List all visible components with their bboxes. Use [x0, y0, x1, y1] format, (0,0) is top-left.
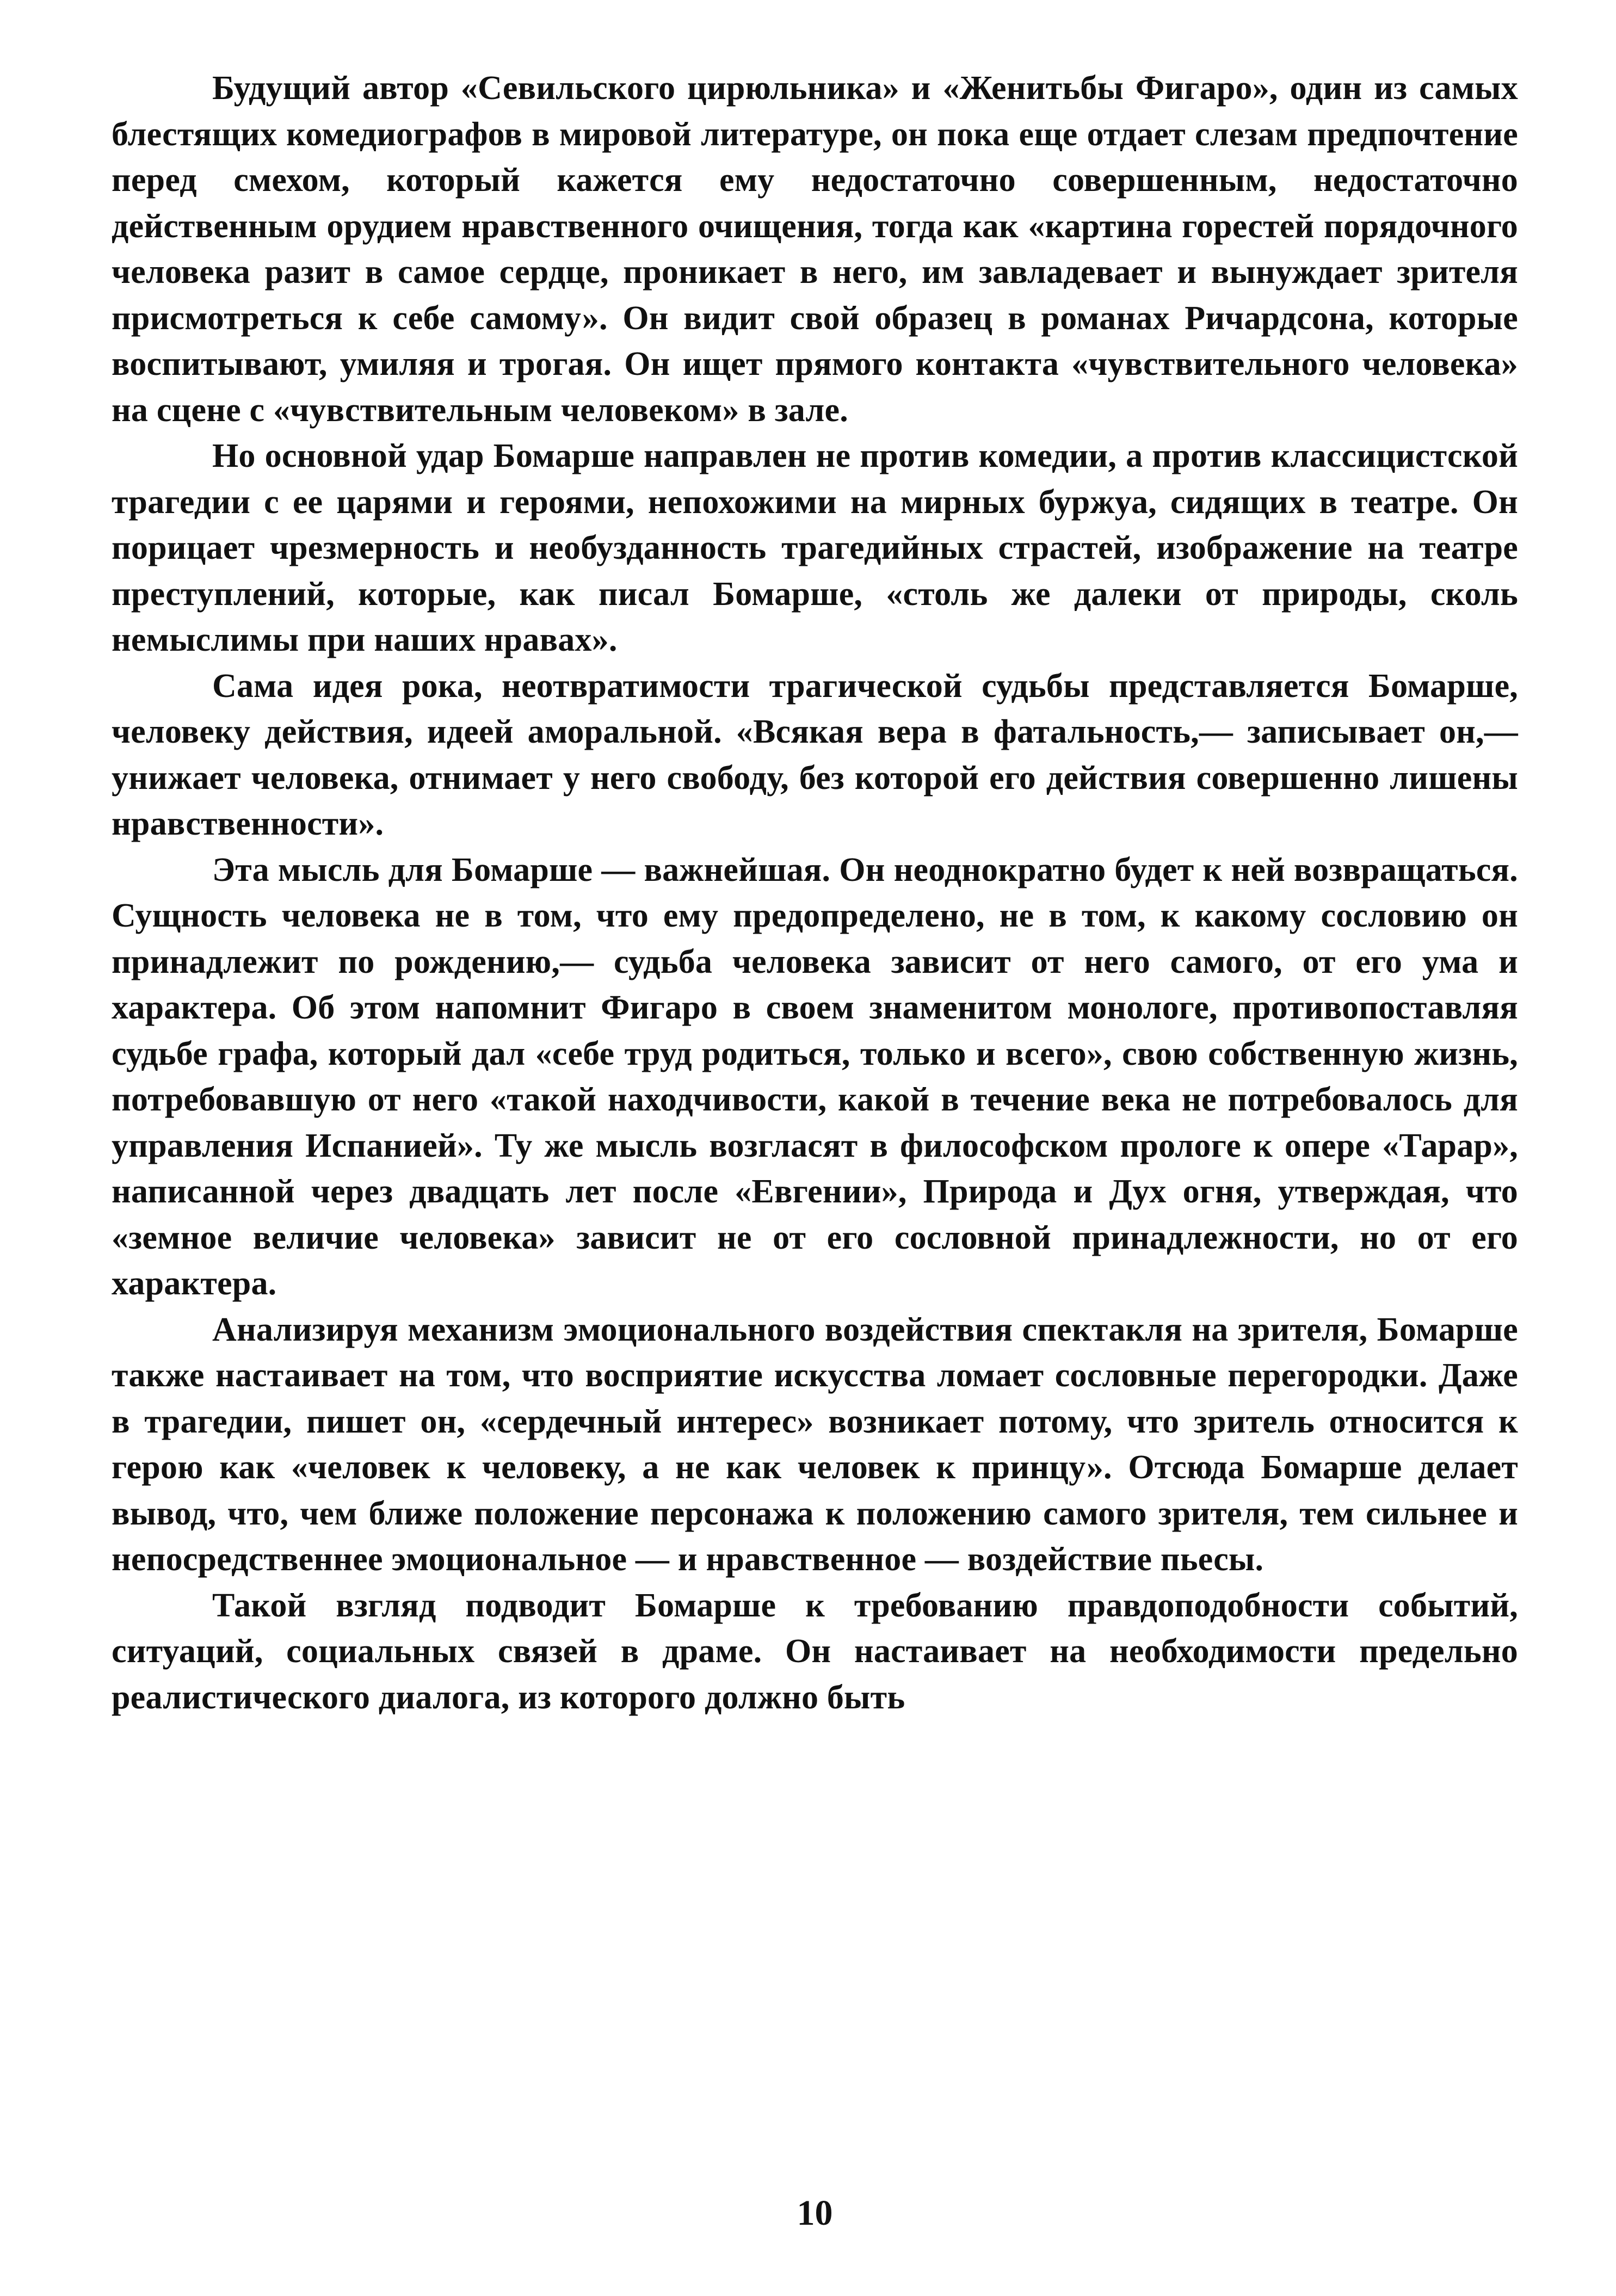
paragraph-4: Эта мысль для Бомарше — важнейшая. Он неоднократно будет к ней возвращаться. Сущность человека не в том, что ему предопределено, не в том, к какому сословию он принадлежит по рождению,— судьба человека зависит от него самого, от его ума и характера. Об этом напомнит Фигаро в своем знаменитом монологе, противопоставляя судьбе графа, который дал «себе труд родиться, только и всего», свою собственную жизнь, потребовавшую от него «такой находчивости, какой в течение века не потребовалось для управления Испанией». Ту же мысль возгласят в философском прологе к опере «Тарар», написанной через двадцать лет после «Евгении», Природа и Дух огня, утверждая, что «земное величие человека» зависит не от его сословной принадлежности, но от его характера. — [112, 851, 1518, 1302]
paragraph-2: Но основной удар Бомарше направлен не против комедии, а против классицистской трагедии с ее царями и героями, непохожими на мирных буржуа, сидящих в театре. Он порицает чрезмерность и необузданность трагедийных страстей, изображение на театре преступлений, которые, как писал Бомарше, «столь же далеки от природы, сколь немыслимы при наших нравах». — [112, 437, 1518, 658]
book-page — [112, 65, 1518, 2231]
paragraph-1: Будущий автор «Севильского цирюльника» и «Женитьбы Фигаро», один из самых блестящих комедиографов в мировой литературе, он пока еще отдает слезам предпочтение перед смехом, который кажется ему недостаточно совершенным, недостаточно действенным орудием нравственного очищения, тогда как «картина горестей порядочного человека разит в самое сердце, проникает в него, им завладевает и вынуждает зрителя присмотреться к себе самому». Он видит свой образец в романах Ричардсона, которые воспитывают, умиляя и трогая. Он ищет прямого контакта «чувствительного человека» на сцене с «чувствительным человеком» в зале. — [112, 70, 1518, 429]
page-number: 10 — [797, 2193, 833, 2233]
paragraph-6: Такой взгляд подводит Бомарше к требованию правдоподобности событий, ситуаций, социальных связей в драме. Он настаивает на необходимости предельно реалистического диалога, из которого должно быть — [112, 1587, 1518, 1716]
paragraph-3: Сама идея рока, неотвратимости трагической судьбы представляется Бомарше, человеку действия, идеей аморальной. «Всякая вера в фатальность,— записывает он,— унижает человека, отнимает у него свободу, без которой его действия совершенно лишены нравственности». — [112, 667, 1518, 842]
body-text — [112, 65, 1518, 1720]
paragraph-5: Анализируя механизм эмоционального воздействия спектакля на зрителя, Бомарше также настаивает на том, что восприятие искусства ломает сословные перегородки. Даже в трагедии, пишет он, «сердечный интерес» возникает потому, что зритель относится к герою как «человек к человеку, а не как человек к принцу». Отсюда Бомарше делает вывод, что, чем ближе положение персонажа к положению самого зрителя, тем сильнее и непосредственнее эмоциональное — и нравственное — воздействие пьесы. — [112, 1311, 1518, 1578]
